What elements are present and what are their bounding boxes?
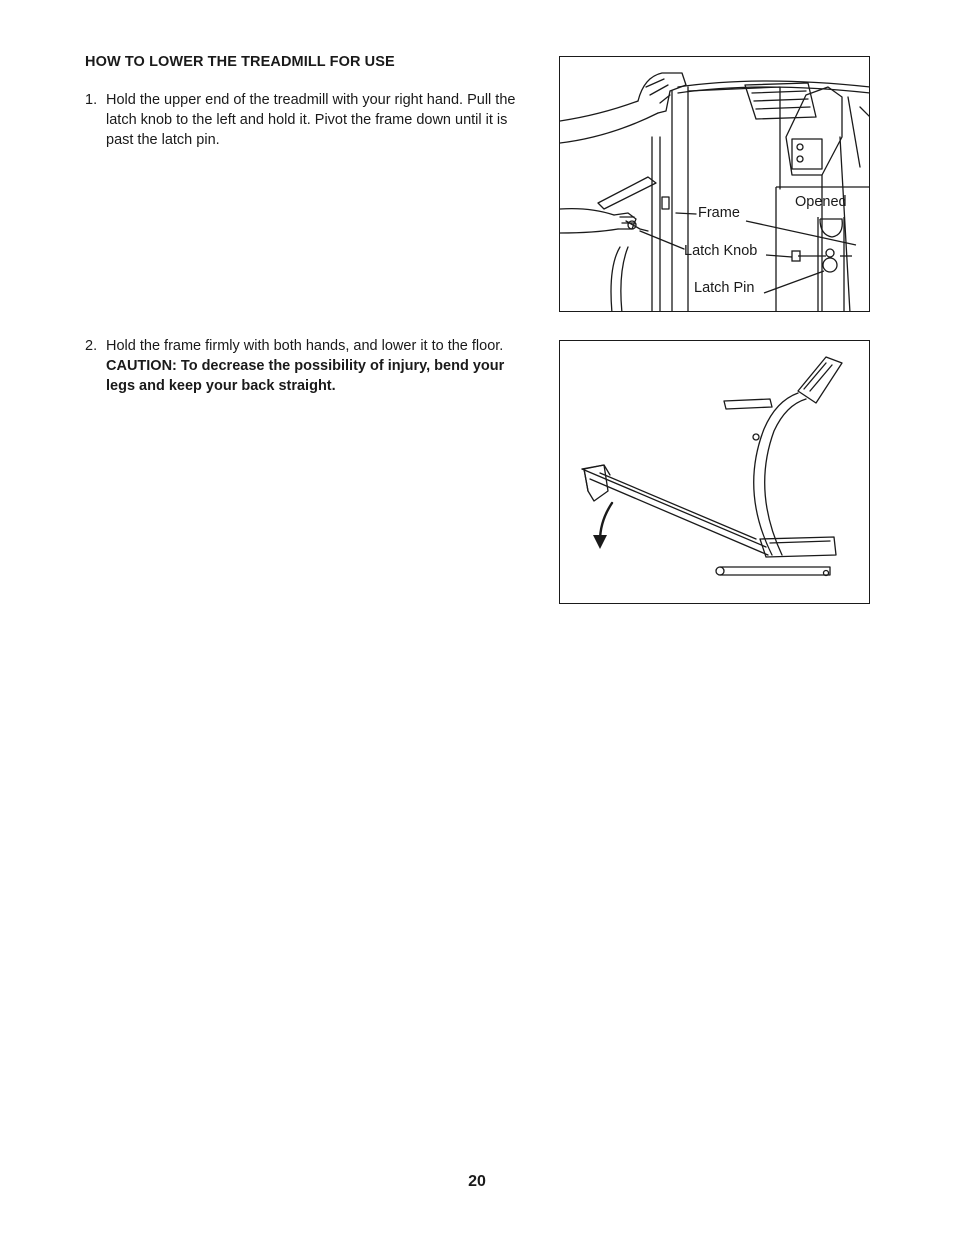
caution-text: CAUTION: To decrease the possibility of injury, bend your legs and keep your back straight.: [106, 358, 505, 394]
step-text: Hold the upper end of the treadmill with your right hand. Pull the latch knob to the left and hold it. Pivot the frame down until it is past the latch pin.: [106, 92, 516, 148]
label-latch-pin: Latch Pin: [694, 280, 755, 296]
label-opened: Opened: [795, 194, 847, 210]
page-number: 20: [468, 1173, 486, 1190]
treadmill-lowering-illustration: [560, 341, 870, 604]
step-1: [85, 90, 530, 150]
step-number: 1.: [85, 92, 98, 108]
figure-unlatch-frame: [559, 56, 870, 312]
step-2: [85, 336, 530, 396]
step-text-container: [106, 336, 530, 396]
step-text: Hold the frame firmly with both hands, and lower it to the floor.: [106, 338, 504, 354]
step-number: 2.: [85, 338, 98, 354]
label-latch-knob: Latch Knob: [684, 243, 758, 259]
treadmill-upright-illustration: [560, 57, 870, 312]
section-heading: HOW TO LOWER THE TREADMILL FOR USE: [85, 54, 395, 70]
figure-lower-frame: [559, 340, 870, 604]
label-frame: Frame: [698, 205, 740, 221]
